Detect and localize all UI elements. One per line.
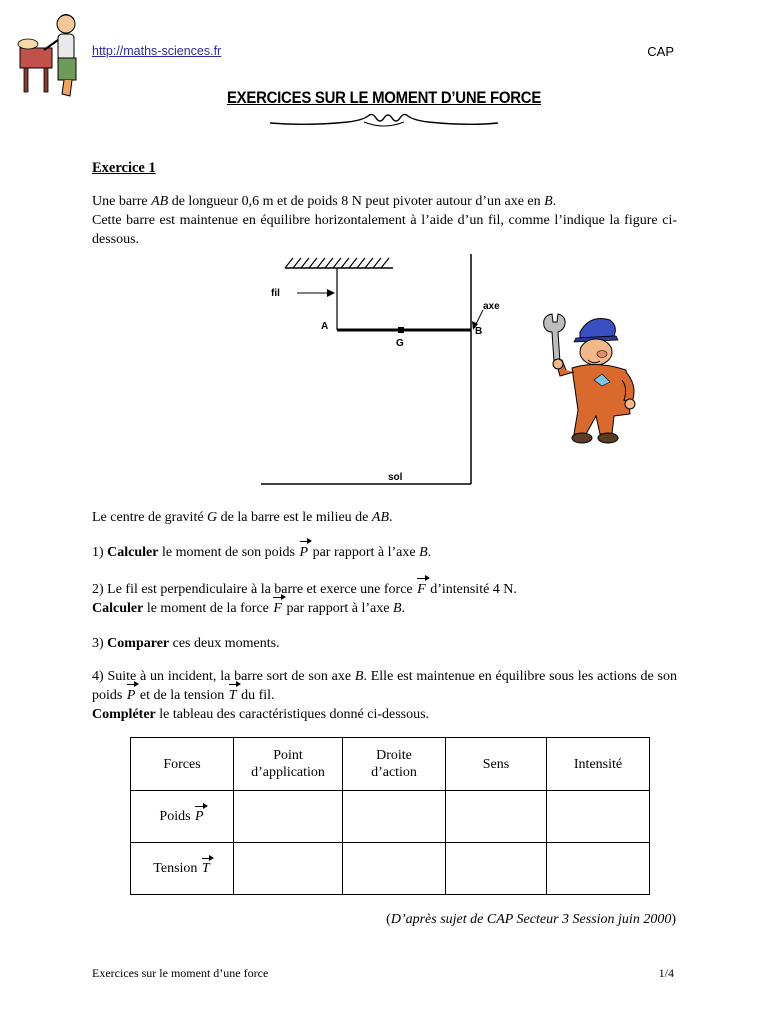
row-label-tension: Tension T	[131, 843, 234, 895]
point-A-label: A	[321, 321, 329, 332]
gravity-center-statement: Le centre de gravité G de la barre est le milieu de AB.	[92, 510, 393, 525]
title-ornament	[268, 112, 500, 132]
cell-empty[interactable]	[547, 843, 650, 895]
level-label: CAP	[647, 44, 674, 59]
header-forces: Forces	[131, 738, 234, 791]
cell-empty[interactable]	[343, 791, 446, 843]
question-3: 3) Comparer ces deux moments.	[92, 636, 280, 651]
vector-F: F	[273, 601, 282, 616]
bar-figure	[255, 250, 500, 490]
row-label-poids: Poids P	[131, 791, 234, 843]
footer-title: Exercices sur le moment d’une force	[92, 966, 269, 980]
mechanic-illustration	[538, 310, 642, 450]
point-G-label: G	[396, 338, 404, 349]
vector-P: P	[126, 688, 136, 703]
table-row	[131, 843, 650, 895]
fil-label: fil	[271, 288, 280, 299]
header-sens: Sens	[446, 738, 547, 791]
table-header-row	[131, 738, 650, 791]
characteristics-table	[130, 737, 650, 895]
header-point-application: Point d’application	[234, 738, 343, 791]
gravity-center-mark	[398, 327, 404, 333]
cell-empty[interactable]	[446, 843, 547, 895]
page-title: EXERCICES SUR LE MOMENT D’UNE FORCE	[226, 88, 542, 107]
exercise-intro: Une barre AB de longueur 0,6 m et de poids 8 N peut pivoter autour d’un axe en B. Cette barre est maintenue en équilibre horizontalement à l’aide d’un fil, comme l’indique la figure ci-dessous.	[92, 194, 677, 247]
source-note: (D’après sujet de CAP Secteur 3 Session juin 2000)	[386, 912, 676, 927]
question-4: 4) Suite à un incident, la barre sort de son axe B. Elle est maintenue en équilibre sous les actions de son poids P et de la tension T du fil. Compléter le tableau des caractéristiques donné ci-dessous.	[92, 669, 677, 722]
cell-empty[interactable]	[234, 791, 343, 843]
cell-empty[interactable]	[343, 843, 446, 895]
vector-P: P	[299, 545, 309, 560]
site-link[interactable]: http://maths-sciences.fr	[92, 44, 222, 58]
cell-empty[interactable]	[446, 791, 547, 843]
header-droite-action: Droite d’action	[343, 738, 446, 791]
sol-label: sol	[388, 472, 403, 483]
cell-empty[interactable]	[547, 791, 650, 843]
point-B-label: B	[475, 326, 483, 337]
cell-empty[interactable]	[234, 843, 343, 895]
question-1: 1) Calculer le moment de son poids P par rapport à l’axe B.	[92, 545, 432, 560]
exercise-title: Exercice 1	[92, 160, 156, 176]
vector-P: P	[195, 809, 204, 824]
header-intensite: Intensité	[547, 738, 650, 791]
page-number: 1/4	[658, 966, 674, 980]
vector-F: F	[417, 582, 426, 597]
table-row	[131, 791, 650, 843]
axe-label: axe	[483, 301, 500, 312]
question-2: 2) Le fil est perpendiculaire à la barre et exerce une force F d’intensité 4 N. Calculer le moment de la force F par rapport à l’axe B.	[92, 582, 517, 616]
vector-T: T	[201, 861, 210, 876]
vector-T: T	[228, 688, 237, 703]
